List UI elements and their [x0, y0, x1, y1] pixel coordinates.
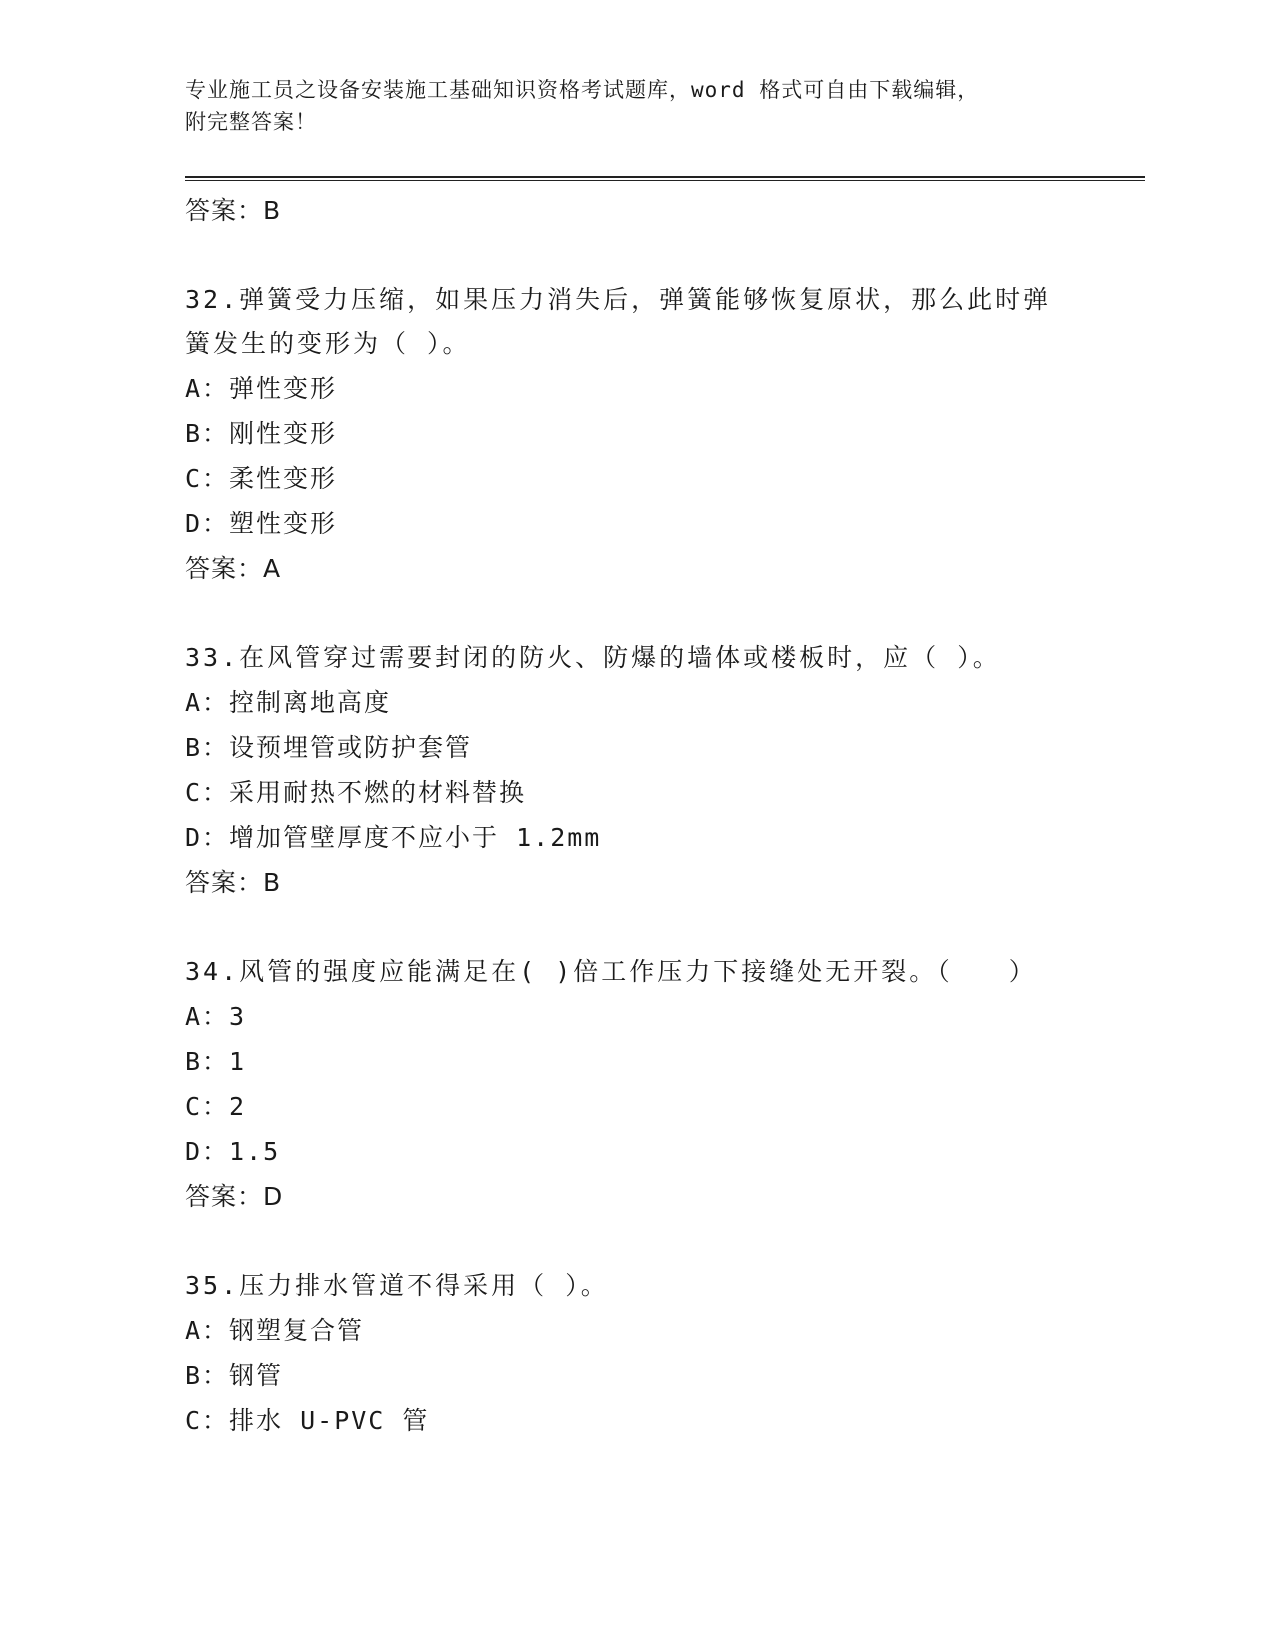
option-b: B：钢管 [185, 1361, 284, 1390]
answer-line: 答案：A [185, 554, 282, 583]
option-b: B：刚性变形 [185, 419, 338, 448]
question-text: 33.在风管穿过需要封闭的防火、防爆的墙体或楼板时，应（ ）。 [185, 643, 1001, 672]
answer-line: 答案：B [185, 196, 282, 225]
option-d: D：塑性变形 [185, 509, 338, 538]
question-block [185, 278, 1145, 592]
question-block [185, 636, 1145, 906]
option-d: D：增加管壁厚度不应小于 1.2mm [185, 823, 602, 852]
question-list [185, 188, 1145, 1443]
document-header [185, 74, 1085, 138]
option-d: D：1.5 [185, 1137, 281, 1166]
option-b: B：设预埋管或防护套管 [185, 733, 473, 762]
header-divider [185, 176, 1145, 181]
option-c: C：排水 U-PVC 管 [185, 1406, 430, 1435]
option-a: A：3 [185, 1002, 247, 1031]
header-line-1: 专业施工员之设备安装施工基础知识资格考试题库，word 格式可自由下载编辑， [185, 78, 980, 102]
header-line-2: 附完整答案！ [185, 110, 317, 134]
option-c: C：2 [185, 1092, 247, 1121]
option-a: A：控制离地高度 [185, 688, 392, 717]
question-text: 34.风管的强度应能满足在( )倍工作压力下接缝处无开裂。（ ） [185, 957, 1037, 986]
answer-line: 答案：D [185, 1182, 284, 1211]
option-c: C：采用耐热不燃的材料替换 [185, 778, 527, 807]
question-block [185, 1264, 1145, 1443]
option-a: A：弹性变形 [185, 374, 338, 403]
question-text: 35.压力排水管道不得采用（ ）。 [185, 1271, 609, 1300]
question-text: 32.弹簧受力压缩，如果压力消失后，弹簧能够恢复原状，那么此时弹簧发生的变形为（ ）。 [185, 285, 1052, 358]
option-b: B：1 [185, 1047, 247, 1076]
answer-line: 答案：B [185, 868, 282, 897]
option-c: C：柔性变形 [185, 464, 338, 493]
question-block [185, 950, 1145, 1220]
option-a: A：钢塑复合管 [185, 1316, 365, 1345]
